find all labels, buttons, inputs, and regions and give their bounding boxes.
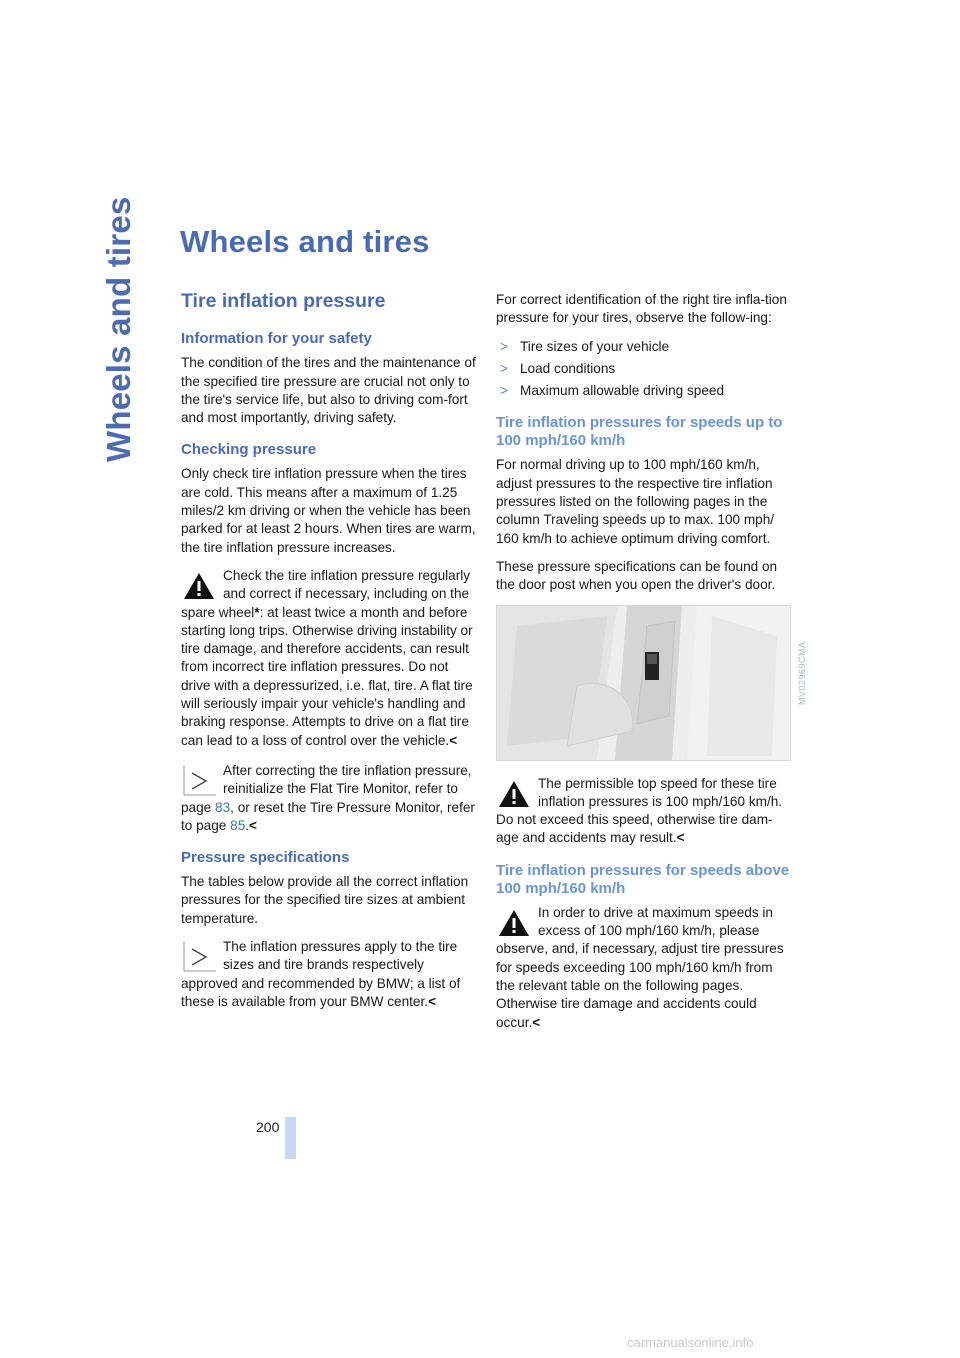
right-column [496,291,791,1046]
specs-text: The tables below provide all the correct inflation pressures for the specified tire sizes at ambient temperature. [181,874,469,926]
safety-text: The condition of the tires and the maintenance of the specified tire pressure are crucial not only to the tire's service life, but also to driving com-fort and most importantly, driving safety. [181,355,476,426]
upto-text-1: For normal driving up to 100 mph/160 km/h, adjust pressures to the respective tire inflation pressures listed on the following pages in the column Traveling speeds up to max. 100 mph/ 160 km/h to achieve optimum driving comfort. [496,457,775,546]
checking-text: Only check tire inflation pressure when the tires are cold. This means after a maximum of 1.25 miles/2 km driving or when the vehicle has been parked for at least 2 hours. When tires are warm, the tire inflation pressure increases. [181,466,476,555]
door-post-photo [496,605,791,761]
page-bar [285,1117,296,1159]
side-tab-label: Wheels and tires [100,196,137,462]
specs-heading: Pressure specifications [181,849,350,867]
side-tab [100,196,160,486]
note-arrow-icon [181,764,217,798]
end-mark: < [532,1014,541,1030]
warning-text-1: Check the tire inflation pressure regularly and correct if necessary, including on the spare wheel [181,567,471,620]
list-item: > Load conditions [496,360,791,378]
page-link-83[interactable]: 83 [215,799,231,815]
above-warning [496,904,791,1032]
specs-section [181,849,476,1011]
upto-section [496,414,791,847]
list-item: > Tire sizes of your vehicle [496,338,791,356]
intro-text: For correct identification of the right tire infla-tion pressure for your tires, observe the follow-ing: [496,292,787,326]
warning-triangle-icon [181,569,217,603]
end-mark: < [428,993,437,1009]
left-column [181,292,476,1025]
checking-section [181,441,476,835]
safety-section [181,330,476,427]
note-text-1: After correcting the tire inflation pressure, reinitialize the Flat Tire Monitor, refer to page [181,762,472,815]
bullet-mark: > [500,360,508,376]
note-text-3: . [245,817,250,833]
specs-note-text: The inflation pressures apply to the tire sizes and tire brands respectively approved and recommended by BMW; a list of these is available from your BMW center. [181,939,461,1009]
checking-heading: Checking pressure [181,441,317,459]
above-warning-text: In order to drive at maximum speeds in excess of 100 mph/160 km/h, please observe, and, if necessary, adjust tire pressures for speeds exceeding 100 mph/160 km/h from the relevant table on the following pages. Otherwise tire damage and accidents could occur. [496,904,784,1030]
end-mark: < [449,732,458,748]
section-heading: Tire inflation pressure [181,290,386,312]
above-heading: Tire inflation pressures for speeds above 100 mph/160 km/h [496,861,790,897]
above-section [496,862,791,1032]
upto-text-2: These pressure specifications can be found on the door post when you open the driver's door. [496,558,778,593]
bullet-mark: > [500,383,508,399]
checking-note [181,762,476,835]
watermark: carmanualsonline.info [627,1335,754,1350]
warning-text-2: : at least twice a month and before starting long trips. Otherwise driving instability or tire damage, and therefore accidents, can result from incorrect tire inflation pressures. Do not drive with a depressurized, i.e. flat, tire. A flat tire will seriously impair your vehicle's handling and braking response. Attempts to drive on a flat tire can lead to a loss of control over the vehicle. [181,604,473,748]
end-mark: < [249,817,257,833]
bullet-mark: > [500,338,508,354]
optional-star: * [254,604,260,620]
specs-note [181,938,476,1011]
upto-heading: Tire inflation pressures for speeds up to 100 mph/160 km/h [496,414,783,450]
warning-triangle-icon [496,777,532,811]
checking-warning [181,567,476,750]
note-arrow-icon [181,940,217,974]
note-text-2: , or reset the Tire Pressure Monitor, refer to page [181,799,475,833]
warning-triangle-icon [496,906,532,940]
upto-warning [496,775,791,848]
photo-id: MV02969CMA [797,641,807,705]
end-mark: < [676,830,685,846]
list-item: > Maximum allowable driving speed [496,382,791,400]
page-title: Wheels and tires [180,224,430,259]
page-link-85[interactable]: 85 [230,817,246,833]
upto-warning-text: The permissible top speed for these tire inflation pressures is 100 mph/160 km/h. Do not exceed this speed, otherwise tire dam-age and accidents may result. [496,775,783,846]
safety-heading: Information for your safety [181,330,372,348]
page-number: 200 [256,1119,280,1135]
bullet-list [496,338,791,401]
